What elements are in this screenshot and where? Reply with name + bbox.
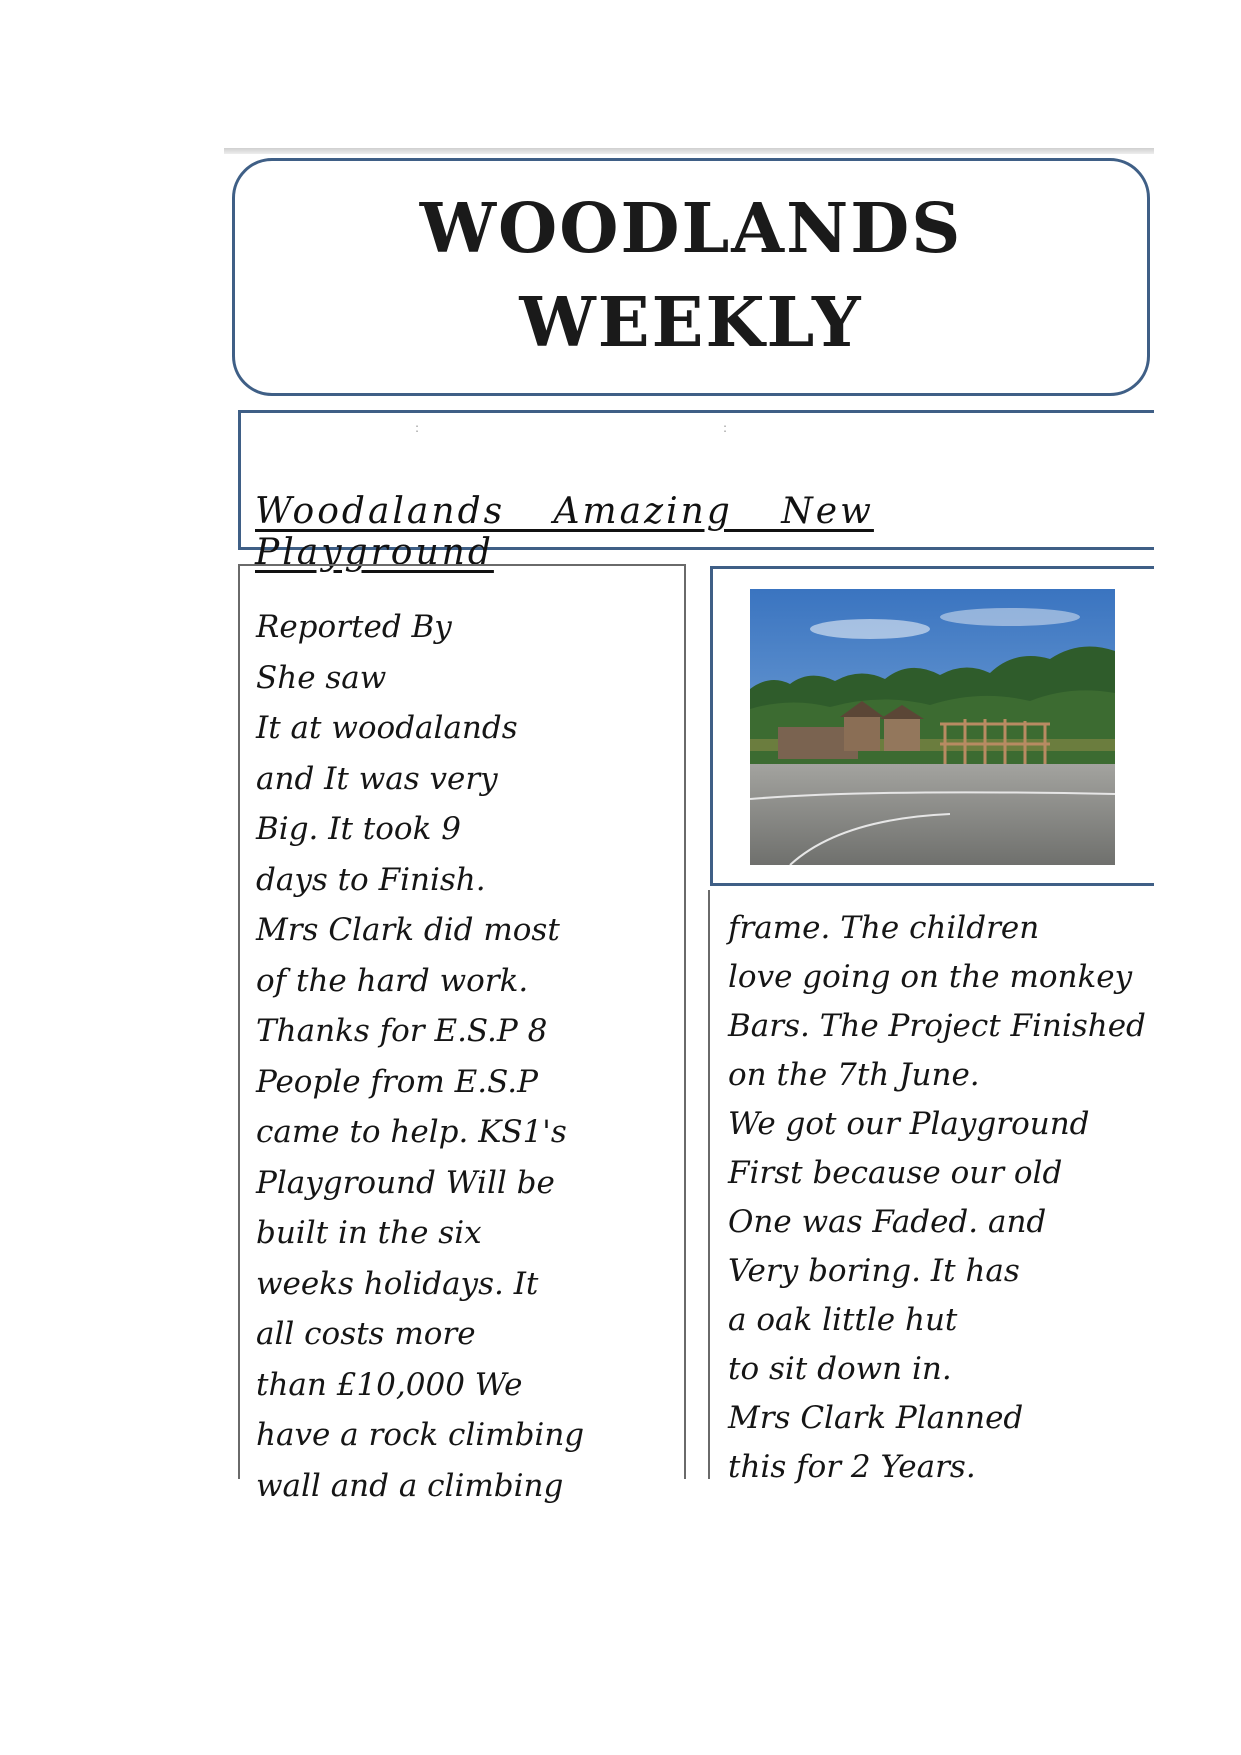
article-line: this for 2 Years. <box>728 1449 976 1485</box>
article-line: than £10,000 We <box>256 1366 523 1403</box>
article-line: all costs more <box>256 1316 476 1352</box>
article-line: to sit down in. <box>728 1351 952 1387</box>
article-line: built in the six <box>256 1215 482 1251</box>
masthead <box>232 158 1150 396</box>
article-line: have a rock climbing <box>256 1417 585 1453</box>
article-line: weeks holidays. It <box>256 1265 539 1302</box>
article-line: and It was very <box>256 760 498 797</box>
photo-frame <box>710 566 1154 886</box>
scan-speck: : <box>415 421 420 435</box>
article-line: People from E.S.P <box>256 1063 538 1100</box>
article-line: She saw <box>256 659 387 696</box>
article-line: days to Finish. <box>256 861 486 898</box>
playground-photo <box>750 589 1115 865</box>
article-line: We got our Playground <box>728 1106 1090 1142</box>
article-line: Thanks for E.S.P 8 <box>256 1013 548 1049</box>
article-line: Playground Will be <box>256 1164 555 1201</box>
masthead-title-line1: WOODLANDS <box>419 189 963 269</box>
article-left-column <box>238 564 686 1504</box>
article-right-column <box>708 890 1154 1485</box>
article-line: wall and a climbing <box>256 1467 564 1504</box>
article-line: a oak little hut <box>728 1302 958 1338</box>
article-line: Mrs Clark did most <box>256 912 560 948</box>
article-line: Big. It took 9 <box>256 811 461 847</box>
article-line: Bars. The Project Finished <box>728 1008 1146 1044</box>
article-right-text <box>728 904 1148 1492</box>
scan-speck: : <box>723 421 728 435</box>
article-left-text <box>256 602 676 1511</box>
article-line: First because our old <box>728 1155 1063 1191</box>
article-line: Very boring. It has <box>728 1253 1020 1289</box>
article-line: of the hard work. <box>256 962 529 999</box>
scan-edge <box>224 148 1154 154</box>
article-line: It at woodalands <box>256 710 518 746</box>
headline-box <box>238 410 1154 573</box>
article-headline: Woodalands Amazing New Playground <box>255 491 874 573</box>
article-line: frame. The children <box>728 910 1040 946</box>
article-line: Reported By <box>256 609 452 645</box>
article-line: Mrs Clark Planned <box>728 1400 1024 1436</box>
masthead-title-line2: WEEKLY <box>519 283 863 363</box>
article-line: One was Faded. and <box>728 1204 1047 1240</box>
article-line: love going on the monkey <box>728 959 1133 995</box>
article-line: on the 7th June. <box>728 1057 980 1093</box>
article-line: came to help. KS1's <box>256 1114 567 1150</box>
